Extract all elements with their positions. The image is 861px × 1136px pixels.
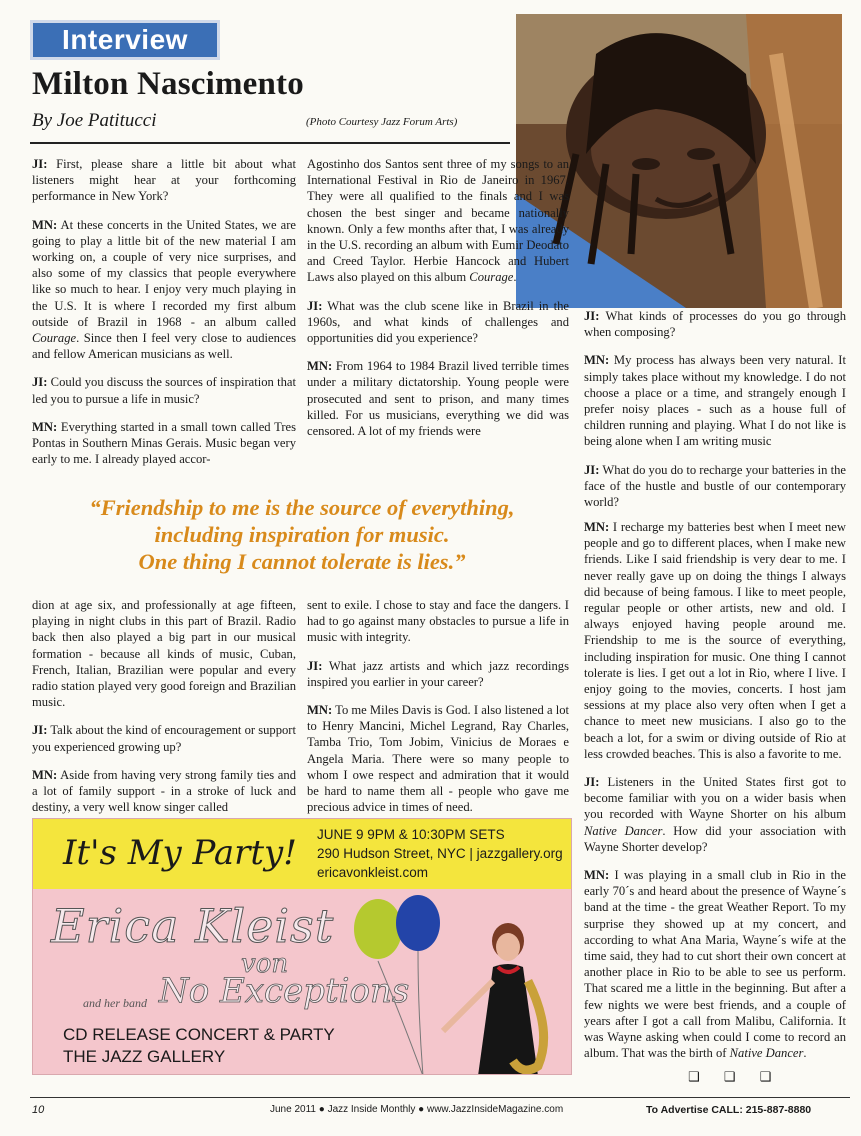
concert-advertisement <box>32 818 572 1075</box>
question-text: What kinds of processes do you go through when composing? <box>584 309 847 340</box>
ad-band-name: No Exceptions <box>159 971 410 1011</box>
question-5 <box>307 658 569 690</box>
answer-text: . <box>513 270 517 285</box>
answer-text: I recharge my batteries best when I meet new people and go to different places, when I make new friends. Like I said friendship is very dear to me. I never really gave up on doing the things I always did because of being famous. I like to meet people, regular people or other artists, new and old. I always enjoyed having people around me. Friendship to me is the source of everything, including inspiration for music. One thing I cannot tolerate is lies. I get out a lot in Rio, where I live. I enjoy going to the movies, concerts. I host jam sessions at my place also very often when I get a chance to meet new musicians. I also go to the beach a lot, for a swim or diving outside of Rio at less crowded beaches. This is also a favorite to me. <box>584 520 846 761</box>
answer-5 <box>307 702 569 815</box>
ad-event-type <box>63 1024 335 1068</box>
album-title: Courage <box>32 331 77 346</box>
ad-band-prefix: and her band <box>83 996 147 1010</box>
pull-quote-line: including inspiration for music. <box>154 522 450 547</box>
speaker-tag: JI: <box>307 658 323 673</box>
headline-rule <box>30 142 510 144</box>
answer-3-continued <box>307 597 569 646</box>
speaker-tag: JI: <box>584 462 600 477</box>
page-number: 10 <box>32 1104 45 1116</box>
album-title: Courage <box>469 270 514 285</box>
speaker-tag: MN: <box>584 868 610 883</box>
ad-address-line: 290 Hudson Street, NYC | jazzgallery.org <box>317 846 563 861</box>
question-2 <box>32 374 296 406</box>
question-text: . How did your association with Wayne Shorter develop? <box>584 823 846 854</box>
ad-date-line: JUNE 9 9PM & 10:30PM SETS <box>317 827 505 842</box>
answer-8 <box>584 867 846 1061</box>
column-3-bottom <box>584 519 846 1074</box>
question-text: What was the club scene like in Brazil in the 1960s, and what kinds of challenges and opportunities did you experience? <box>307 298 569 346</box>
question-text: First, please share a little bit about what listeners might hear at your forthcoming performance in New York? <box>32 157 296 204</box>
ad-artist-von: von <box>241 949 289 979</box>
article-headline: Milton Nascimento <box>32 66 304 102</box>
answer-text: Agostinho dos Santos sent three of my songs to an International Festival in Rio de Janeiro in 1967. They were all qualified to the finals and I was chosen the best singer and became nationally known. Only a few months after that, I was already in the U.S. recording an album with Eumir Deodato and Creed Taylor. Herbie Hancock and Hubert Laws also played on this album <box>307 157 569 285</box>
blue-balloon-icon <box>396 895 440 951</box>
column-1-bottom <box>32 597 296 827</box>
answer-text: Everything started in a small town called Tres Pontas in Southern Minas Gerais. Music began very early to me. I already played accor- <box>32 419 296 467</box>
question-text: Could you discuss the sources of inspiration that led you to pursue a life in music? <box>32 375 296 406</box>
answer-text: sent to exile. I chose to stay and face the dangers. I had to go against many obstacles to pursue a life in music with integrity. <box>307 598 569 645</box>
footer-advertise: To Advertise CALL: 215-887-8880 <box>646 1104 812 1116</box>
answer-6 <box>584 352 846 449</box>
question-text: What jazz artists and which jazz recordings inspired you earlier in your career? <box>307 658 569 689</box>
ad-website[interactable]: ericavonkleist.com <box>317 865 429 880</box>
article-byline: By Joe Patitucci <box>32 110 157 131</box>
speaker-tag: MN: <box>584 353 610 368</box>
speaker-tag: MN: <box>307 703 333 718</box>
answer-text: . Since then I feel very close to audiences and fellow American musicians as well. <box>32 331 296 362</box>
question-6 <box>584 308 846 340</box>
answer-text: Aside from having very strong family ties and a lot of family support - in a stroke of luck and destiny, a very well know singer called <box>32 767 296 815</box>
answer-text: dion at age six, and professionally at age fifteen, playing in night clubs in this part of Brazil. Radio back then also played a big part in our musical formation - because all kinds of music, Cuban, French, Italian, Brazilian were popular and every radio station played very good foreign and Brazilian music. <box>32 598 296 710</box>
ad-event-info <box>317 825 563 882</box>
footer-rule <box>30 1097 850 1098</box>
pull-quote-line: One thing I cannot tolerate is lies.” <box>138 549 466 574</box>
speaker-tag: MN: <box>32 767 58 782</box>
answer-4 <box>32 767 296 816</box>
pull-quote <box>32 494 572 575</box>
ad-event-line: THE JAZZ GALLERY <box>63 1047 226 1066</box>
answer-2 <box>32 419 296 468</box>
speaker-tag: JI: <box>584 775 600 790</box>
question-text: Listeners in the United States first got to become familiar with you on a wider basis when you recorded with Wayne Shorter on his album <box>584 775 846 822</box>
answer-7 <box>584 519 846 762</box>
green-balloon-icon <box>354 899 402 959</box>
saxophonist-with-balloons-illustration <box>323 881 572 1075</box>
answer-text: At these concerts in the United States, we are going to play a little bit of the new material I am working on, a couple of very nice surprises, and also some of my classics that people everywhere like so much to hear. I enjoy very much playing in the U.S. It is where I recorded my first album outside of Brazil in 1968 - an album called <box>32 217 296 329</box>
speaker-tag: MN: <box>307 359 333 374</box>
speaker-tag: JI: <box>307 298 323 313</box>
question-text: What do you do to recharge your batteries in the face of the hustle and bustle of our contemporary world? <box>584 462 846 510</box>
ad-title: It's My Party! <box>63 833 297 873</box>
speaker-tag: JI: <box>32 375 48 390</box>
answer-1 <box>32 217 296 363</box>
album-title: Native Dancer <box>729 1046 804 1061</box>
speaker-tag: JI: <box>584 309 600 323</box>
speaker-tag: JI: <box>32 723 48 738</box>
answer-2-continued <box>307 156 569 286</box>
photo-credit: (Photo Courtesy Jazz Forum Arts) <box>306 116 458 128</box>
album-title: Native Dancer <box>584 823 663 838</box>
speaker-tag: MN: <box>32 419 58 434</box>
answer-3 <box>307 358 569 439</box>
answer-text: . <box>803 1046 807 1061</box>
end-of-article-marks: ❑ ❑ ❑ <box>688 1070 782 1085</box>
answer-2-continued <box>32 597 296 710</box>
question-1 <box>32 156 296 205</box>
speaker-tag: MN: <box>584 520 610 534</box>
question-3 <box>307 298 569 347</box>
question-7 <box>584 462 846 511</box>
speaker-tag: MN: <box>32 217 58 232</box>
question-8 <box>584 774 846 855</box>
answer-text: I was playing in a small club in Rio in the early 70´s and heard about the presence of Wayne´s band at the time - the great Weather Report. To my surprise they showed up at my concert, and according to what Ana Maria, Wayne´s wife at the time said, they had to cut short their own concert at another place in Rio to be able to see us perform. That scared me a little in the beginning. But after a few nights we were best friends, and a couple of years after I got a call from Malibu, California. It was Wayne asking when could I come to record an album. That was the birth of <box>584 868 846 1061</box>
column-2-bottom <box>307 597 569 827</box>
column-1-top <box>32 156 296 479</box>
footer-issue-info: June 2011 ● Jazz Inside Monthly ● www.JazzInsideMagazine.com <box>270 1104 564 1115</box>
answer-text: To me Miles Davis is God. I also listened a lot to Henry Mancini, Michel Legrand, Ray Charles, Tamba Trio, Tom Jobim, Vinicius de Moraes e Angela Maria. There were so many people to whom I owe respect and admiration that it would be hard to name them all - people who gave me precious advice in times of need. <box>307 703 570 815</box>
question-4 <box>32 722 296 754</box>
answer-text: From 1964 to 1984 Brazil lived terrible times under a military dictatorship. Young people were prosecuted and sent to prison, and many times killed. For us musicians, everything we did was censored. A lot of my friends were <box>307 359 569 439</box>
column-3-top <box>584 308 846 522</box>
ad-event-line: CD RELEASE CONCERT & PARTY <box>63 1025 335 1044</box>
ad-artist-name: Erica Kleist <box>51 899 335 953</box>
answer-text: My process has always been very natural. It simply takes place without my knowledge. I do not choose a place or a time, and strangely enough I prefer noisy places - such as a house full of children running and playing. What I do not like is being alone when I am writing music <box>584 353 846 449</box>
pull-quote-line: “Friendship to me is the source of everything, <box>89 495 515 520</box>
speaker-tag: JI: <box>32 157 48 171</box>
section-label: Interview <box>30 20 220 60</box>
column-2-top <box>307 156 569 451</box>
question-text: Talk about the kind of encouragement or support you experienced growing up? <box>32 723 297 754</box>
